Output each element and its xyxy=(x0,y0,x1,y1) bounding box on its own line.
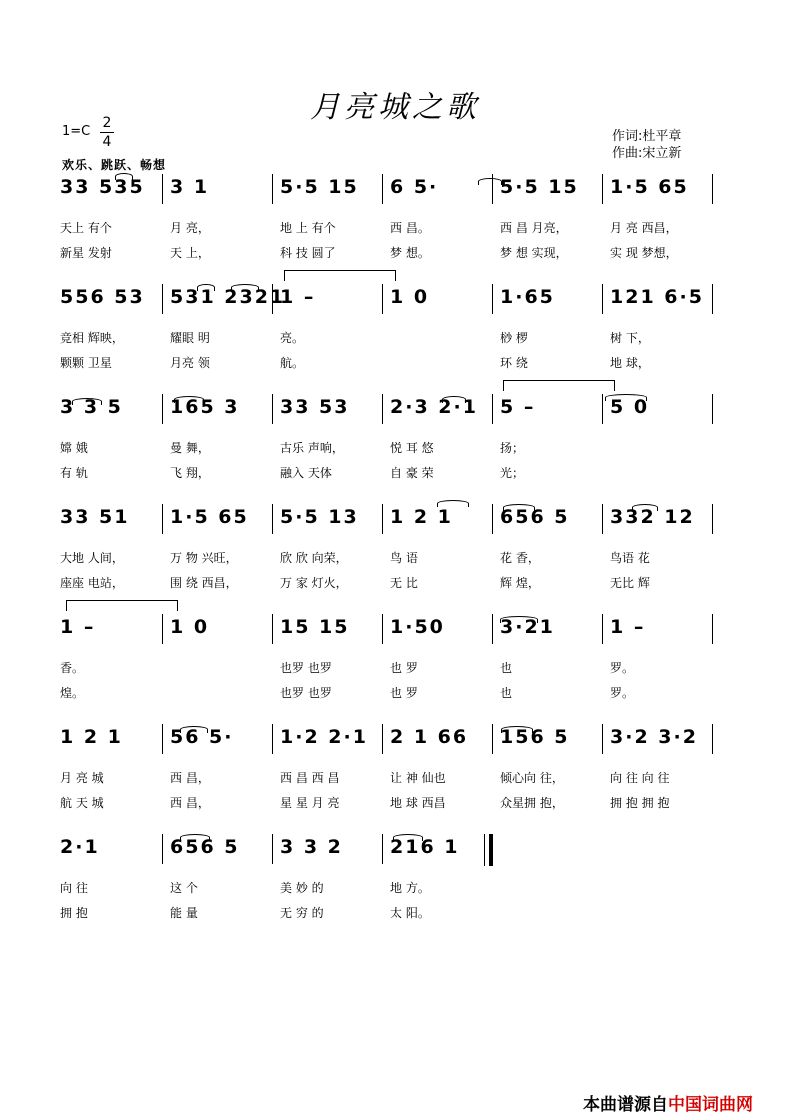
lyric-verse-1: 悦 耳 悠 xyxy=(390,441,434,455)
barline xyxy=(162,284,163,314)
slur-mark xyxy=(197,284,215,291)
barline xyxy=(272,174,273,204)
measure-notes: 121 6·5 xyxy=(610,286,704,308)
measure-notes: 156 5 xyxy=(500,726,570,748)
volta-bracket xyxy=(66,600,178,611)
lyric-verse-1: 月 亮 城 xyxy=(60,771,104,785)
lyric-verse-1: 西 昌 月亮， xyxy=(500,221,568,235)
barline xyxy=(272,394,273,424)
lyric-verse-2: 星 星 月 亮 xyxy=(280,796,340,810)
measure-notes: 5·5 13 xyxy=(280,506,359,528)
barline xyxy=(712,284,713,314)
slur-mark xyxy=(501,726,533,733)
lyric-verse-1: 鸟语 花 xyxy=(610,551,650,565)
lyric-verse-2: 无 穷 的 xyxy=(280,906,324,920)
lyric-verse-1: 欣 欣 向荣， xyxy=(280,551,348,565)
lyric-verse-1: 香。 xyxy=(60,661,85,675)
lyric-verse-2: 地 球， xyxy=(610,356,650,370)
lyric-verse-2: 也 xyxy=(500,686,513,700)
measure-notes: 56 5· xyxy=(170,726,234,748)
measure-notes: 1 2 1 xyxy=(60,726,123,748)
lyric-verse-2: 月亮 领 xyxy=(170,356,210,370)
lyric-verse-2: 颗颗 卫星 xyxy=(60,356,112,370)
lyric-verse-1: 桫 椤 xyxy=(500,331,528,345)
barline xyxy=(382,614,383,644)
measure-notes: 165 3 xyxy=(170,396,240,418)
measure-notes: 656 5 xyxy=(500,506,570,528)
lyric-verse-1: 鸟 语 xyxy=(390,551,418,565)
measure-notes: 3 3 2 xyxy=(280,836,343,858)
lyric-verse-1: 嫦 娥 xyxy=(60,441,88,455)
lyric-verse-1: 地 方。 xyxy=(390,881,430,895)
barline xyxy=(602,614,603,644)
barline xyxy=(162,834,163,864)
barline xyxy=(712,724,713,754)
lyric-verse-2: 天 上， xyxy=(170,246,210,260)
lyric-verse-1: 西 昌。 xyxy=(390,221,430,235)
slur-mark xyxy=(500,616,538,623)
lyric-verse-2: 梦 想。 xyxy=(390,246,430,260)
measure-notes: 5 0 xyxy=(610,396,650,418)
footer-source: 中国词曲网 xyxy=(668,1095,753,1115)
measure-notes: 1·50 xyxy=(390,616,445,638)
measure-notes: 33 51 xyxy=(60,506,130,528)
lyric-verse-1: 也罗 也罗 xyxy=(280,661,332,675)
lyric-verse-2: 有 轨 xyxy=(60,466,88,480)
lyric-verse-2: 新星 发射 xyxy=(60,246,112,260)
measure-notes: 1 0 xyxy=(170,616,210,638)
measure-notes: 1·5 65 xyxy=(610,176,689,198)
measure-notes: 5·5 15 xyxy=(280,176,359,198)
barline xyxy=(382,724,383,754)
lyric-verse-2: 科 技 圆了 xyxy=(280,246,336,260)
lyric-verse-2: 也罗 也罗 xyxy=(280,686,332,700)
lyric-verse-2: 无比 辉 xyxy=(610,576,650,590)
measure-notes: 1 2 1 xyxy=(390,506,453,528)
lyric-verse-2: 自 豪 荣 xyxy=(390,466,434,480)
lyricist-credit: 作词:杜平章 xyxy=(612,129,682,144)
slur-mark xyxy=(503,504,535,511)
source-footer xyxy=(583,1090,753,1115)
lyric-verse-2: 航。 xyxy=(280,356,305,370)
measure-notes: 3 1 xyxy=(170,176,210,198)
barline xyxy=(382,394,383,424)
slur-mark xyxy=(180,726,208,733)
volta-bracket xyxy=(503,380,615,391)
lyric-verse-2: 飞 翔， xyxy=(170,466,210,480)
lyric-verse-1: 扬； xyxy=(500,441,525,455)
song-title: 月亮城之歌 xyxy=(310,90,480,125)
lyric-verse-2: 拥 抱 xyxy=(60,906,88,920)
barline xyxy=(162,614,163,644)
barline xyxy=(162,504,163,534)
final-thick-barline xyxy=(489,834,493,866)
lyric-verse-2: 实 现 梦想， xyxy=(610,246,678,260)
barline xyxy=(602,394,603,424)
measure-notes: 1 – xyxy=(610,616,646,638)
measure-notes: 33 535 xyxy=(60,176,145,198)
lyric-verse-1: 树 下， xyxy=(610,331,650,345)
slur-mark xyxy=(442,396,466,403)
slur-mark xyxy=(115,173,133,180)
measure-notes: 2·3 2·1 xyxy=(390,396,478,418)
lyric-verse-1: 也 罗 xyxy=(390,661,418,675)
lyric-verse-1: 西 昌 西 昌 xyxy=(280,771,340,785)
lyric-verse-1: 万 物 兴旺， xyxy=(170,551,238,565)
measure-notes: 1·65 xyxy=(500,286,555,308)
measure-notes: 1 – xyxy=(280,286,316,308)
lyric-verse-1: 让 神 仙也 xyxy=(390,771,446,785)
lyric-verse-1: 美 妙 的 xyxy=(280,881,324,895)
slur-mark xyxy=(180,834,210,841)
barline xyxy=(382,504,383,534)
measure-notes: 2·1 xyxy=(60,836,100,858)
barline xyxy=(272,284,273,314)
barline xyxy=(602,174,603,204)
barline xyxy=(162,394,163,424)
lyric-verse-1: 亮。 xyxy=(280,331,305,345)
slur-mark xyxy=(393,834,423,841)
slur-mark xyxy=(437,500,469,507)
barline xyxy=(382,284,383,314)
measure-notes: 3·21 xyxy=(500,616,555,638)
lyric-verse-1: 这 个 xyxy=(170,881,198,895)
lyric-verse-2: 能 量 xyxy=(170,906,198,920)
footer-prefix: 本曲谱源自 xyxy=(583,1095,668,1115)
slur-mark xyxy=(632,504,658,511)
lyric-verse-1: 地 上 有个 xyxy=(280,221,336,235)
barline xyxy=(492,724,493,754)
slur-mark xyxy=(478,178,502,185)
lyric-verse-1: 月 亮， xyxy=(170,221,210,235)
lyric-verse-1: 也 xyxy=(500,661,513,675)
barline xyxy=(492,394,493,424)
tempo-marking: 欢乐、跳跃、畅想 xyxy=(62,158,167,172)
measure-notes: 531 2321 xyxy=(170,286,286,308)
lyric-verse-2: 环 绕 xyxy=(500,356,528,370)
lyric-verse-1: 耀眼 明 xyxy=(170,331,210,345)
slur-mark xyxy=(72,398,102,405)
measure-notes: 6 5· xyxy=(390,176,439,198)
lyric-verse-2: 万 家 灯火， xyxy=(280,576,348,590)
barline xyxy=(272,504,273,534)
measure-notes: 2 1 66 xyxy=(390,726,469,748)
measure-notes: 1 – xyxy=(60,616,96,638)
lyric-verse-1: 西 昌， xyxy=(170,771,210,785)
lyric-verse-1: 倾心向 往， xyxy=(500,771,564,785)
measure-notes: 216 1 xyxy=(390,836,460,858)
barline xyxy=(602,504,603,534)
lyric-verse-1: 向 往 xyxy=(60,881,88,895)
lyric-verse-2: 无 比 xyxy=(390,576,418,590)
lyric-verse-2: 航 天 城 xyxy=(60,796,104,810)
barline xyxy=(162,724,163,754)
key-signature: 1=C xyxy=(62,124,91,139)
measure-notes: 1 0 xyxy=(390,286,430,308)
lyric-verse-1: 曼 舞， xyxy=(170,441,210,455)
measure-notes: 1·2 2·1 xyxy=(280,726,368,748)
final-thin-barline xyxy=(484,834,485,866)
lyric-verse-2: 西 昌， xyxy=(170,796,210,810)
time-signature-bottom: 4 xyxy=(100,132,114,151)
barline xyxy=(712,394,713,424)
lyric-verse-2: 座座 电站， xyxy=(60,576,124,590)
measure-notes: 656 5 xyxy=(170,836,240,858)
lyric-verse-1: 花 香， xyxy=(500,551,540,565)
measure-notes: 5·5 15 xyxy=(500,176,579,198)
lyric-verse-2: 梦 想 实现， xyxy=(500,246,568,260)
measure-notes: 5 – xyxy=(500,396,536,418)
lyric-verse-2: 太 阳。 xyxy=(390,906,430,920)
lyric-verse-1: 天上 有个 xyxy=(60,221,112,235)
measure-notes: 556 53 xyxy=(60,286,145,308)
barline xyxy=(712,614,713,644)
barline xyxy=(382,834,383,864)
time-signature-top: 2 xyxy=(102,115,112,131)
lyric-verse-2: 围 绕 西昌， xyxy=(170,576,238,590)
lyric-verse-2: 煌。 xyxy=(60,686,85,700)
barline xyxy=(602,284,603,314)
lyric-verse-2: 辉 煌， xyxy=(500,576,540,590)
lyric-verse-2: 地 球 西昌 xyxy=(390,796,446,810)
barline xyxy=(492,284,493,314)
lyric-verse-1: 月 亮 西昌， xyxy=(610,221,678,235)
lyric-verse-2: 罗。 xyxy=(610,686,635,700)
lyric-verse-1: 竞相 辉映， xyxy=(60,331,124,345)
lyric-verse-1: 向 往 向 往 xyxy=(610,771,670,785)
lyric-verse-2: 融入 天体 xyxy=(280,466,332,480)
measure-notes: 3 3 5 xyxy=(60,396,123,418)
measure-notes: 1·5 65 xyxy=(170,506,249,528)
lyric-verse-2: 众星拥 抱， xyxy=(500,796,564,810)
volta-bracket xyxy=(284,270,396,281)
lyric-verse-2: 拥 抱 拥 抱 xyxy=(610,796,670,810)
lyric-verse-1: 古乐 声响， xyxy=(280,441,344,455)
barline xyxy=(712,174,713,204)
barline xyxy=(602,724,603,754)
time-signature xyxy=(100,114,114,151)
barline xyxy=(272,724,273,754)
measure-notes: 33 53 xyxy=(280,396,350,418)
measure-notes: 15 15 xyxy=(280,616,350,638)
barline xyxy=(272,614,273,644)
slur-mark xyxy=(605,394,647,401)
barline xyxy=(492,614,493,644)
barline xyxy=(492,504,493,534)
lyric-verse-1: 罗。 xyxy=(610,661,635,675)
slur-mark xyxy=(174,396,204,403)
composer-credit: 作曲:宋立新 xyxy=(612,146,682,161)
lyric-verse-2: 也 罗 xyxy=(390,686,418,700)
barline xyxy=(272,834,273,864)
barline xyxy=(162,174,163,204)
measure-notes: 332 12 xyxy=(610,506,695,528)
credits xyxy=(612,128,681,162)
measure-notes: 3·2 3·2 xyxy=(610,726,698,748)
lyric-verse-2: 光； xyxy=(500,466,525,480)
barline xyxy=(712,504,713,534)
lyric-verse-1: 大地 人间， xyxy=(60,551,124,565)
slur-mark xyxy=(231,284,259,291)
barline xyxy=(382,174,383,204)
